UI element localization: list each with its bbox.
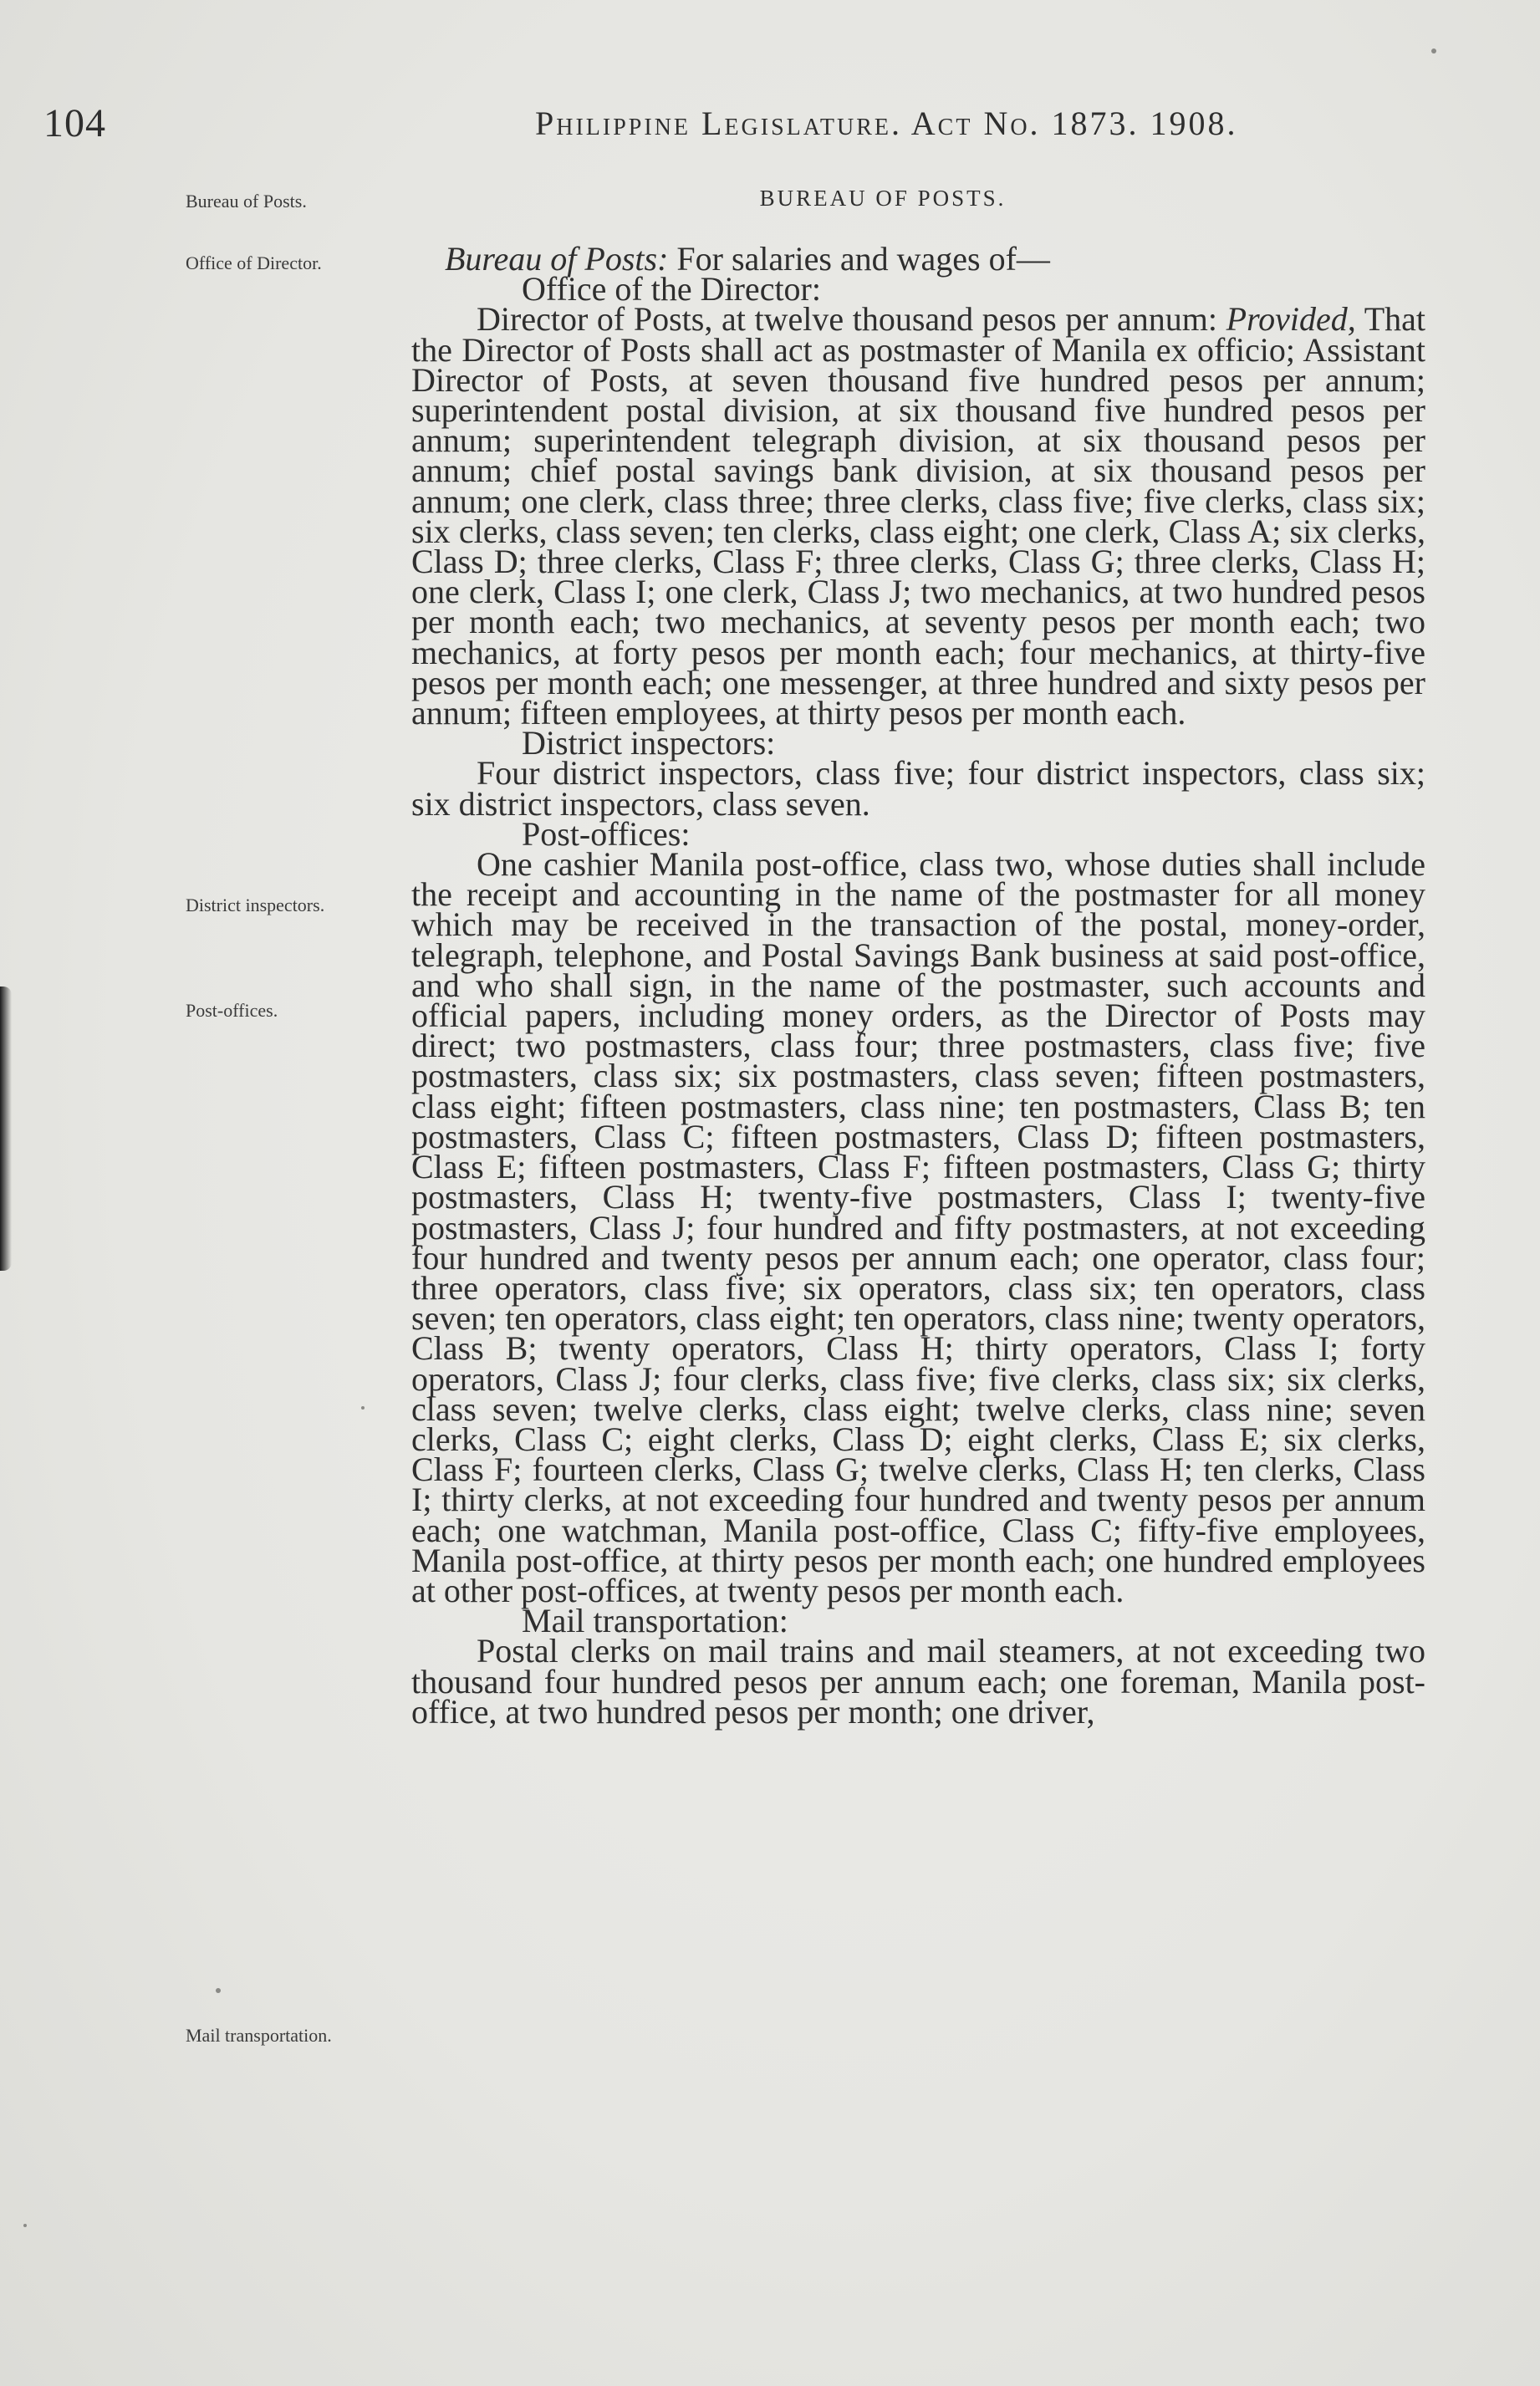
intro-label: Bureau of Posts: — [445, 240, 669, 278]
margin-note-post-offices: Post-offices. — [186, 1000, 278, 1021]
margin-note-inspectors: District inspectors. — [186, 895, 325, 915]
office-text-2: That the Director of Posts shall act as postmaster of Manila ex officio; Assistant Director of Posts, at seven thousand five hundred pesos per annum; superintendent postal division, at six thousand five hundred pesos per annum; superintendent telegraph division, at six thousand pesos per annum; chief postal savings bank division, at six thousand pesos per annum; one clerk, class three; three clerks, class five; five clerks, class six; six clerks, class seven; ten clerks, class eight; one clerk, Class A; six clerks, Class D; three clerks, Class F; three clerks, Class G; three clerks, Class H; one clerk, Class I; one clerk, Class J; two mechanics, at two hundred pesos per month each; two mechanics, at seventy pesos per month each; two mechanics, at forty pesos per month each; four mechanics, at thirty-five pesos per month each; one messenger, at three hundred and sixty pesos per annum; fifteen employees, at thirty pesos per month each. — [411, 300, 1426, 732]
body-text — [411, 240, 1426, 1731]
running-head — [0, 100, 1540, 150]
inspectors-paragraph: Four district inspectors, class five; four district inspectors, class six; six district inspectors, class seven. — [411, 754, 1425, 823]
binding-edge-shadow — [0, 987, 12, 1271]
paper-speck — [1431, 48, 1436, 54]
office-subheading: Office of the Director: — [522, 270, 821, 308]
paper-speck — [216, 1988, 221, 1993]
post-offices-paragraph: One cashier Manila post-office, class two, whose duties shall include the receipt and accounting in the name of the postmaster for all money which may be received in the transaction of the postal, money-order, telegraph, telephone, and Postal Savings Bank business at said post-office, and who shall sign, in the name of the postmaster, such accounts and official papers, including money orders, as the Director of Posts may direct; two postmasters, class four; three postmasters, class five; five postmasters, class six; six postmasters, class seven; fifteen postmasters, class eight; fifteen postmasters, class nine; ten postmasters, Class B; ten postmasters, Class C; fifteen postmasters, Class D; fifteen postmasters, Class E; fifteen postmasters, Class F; fifteen postmasters, Class G; thirty postmasters, Class H; twenty-five postmasters, Class I; twenty-five postmasters, Class J; four hundred and fifty postmasters, at not exceeding four hundred and twenty pesos per annum each; one operator, class four; three operators, class five; six operators, class six; ten operators, class seven; ten operators, class eight; ten operators, class nine; twenty operators, Class B; twenty operators, Class H; thirty operators, Class I; forty operators, Class J; four clerks, class five; five clerks, class six; six clerks, class seven; twelve clerks, class eight; twelve clerks, class nine; seven clerks, Class C; eight clerks, Class D; eight clerks, Class E; six clerks, Class F; fourteen clerks, Class G; twelve clerks, Class H; ten clerks, Class I; thirty clerks, at not exceeding four hundred and twenty pesos per annum each; one watchman, Manila post-office, Class C; fifty-five employees, Manila post-office, at thirty pesos per month each; one hundred employees at other post-offices, at twenty pesos per month each. — [411, 845, 1425, 1609]
running-head-title: Philippine Legislature. Act No. 1873. 1908. — [535, 105, 1238, 142]
paper-speck — [23, 2224, 27, 2227]
post-offices-subheading: Post-offices: — [522, 814, 691, 853]
mail-subheading: Mail transportation: — [522, 1602, 788, 1640]
margin-note-mail: Mail transportation. — [186, 2025, 332, 2046]
margin-note-office: Office of Director. — [186, 252, 322, 273]
inspectors-subheading: District inspectors: — [522, 724, 776, 762]
office-paragraph — [411, 300, 1426, 732]
intro-text: For salaries and wages of— — [668, 240, 1050, 278]
section-heading: BUREAU OF POSTS. — [759, 186, 1007, 211]
mail-paragraph: Postal clerks on mail trains and mail steamers, at not exceeding two thousand four hundred pesos per annum each; one foreman, Manila post-office, at two hundred pesos per month; one driver, — [411, 1632, 1425, 1731]
page-number: 104 — [43, 101, 106, 145]
office-text-1: Director of Posts, at twelve thousand pesos per annum: — [477, 300, 1226, 339]
margin-note-bureau: Bureau of Posts. — [186, 191, 307, 212]
paper-speck — [361, 1406, 365, 1410]
office-provided: Provided, — [1226, 300, 1356, 339]
